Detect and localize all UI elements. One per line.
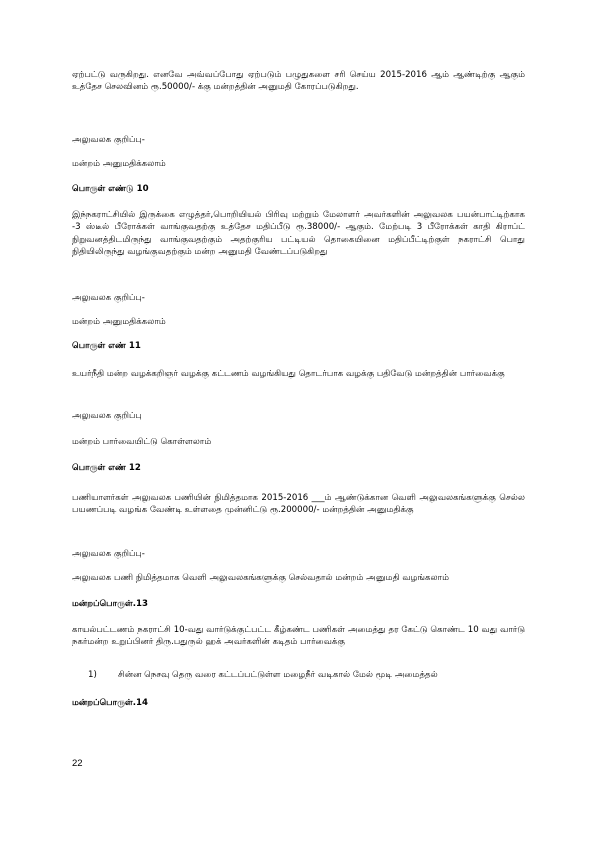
page-number: 22: [72, 758, 83, 769]
subject-heading-12: பொருள் எண் 12: [72, 463, 141, 473]
office-note: அலுவலக குறிப்பு: [72, 411, 142, 421]
resolution-text: அலுவலக பணி நிமித்தமாக வெளி அலுவலகங்களுக்கு செல்வதால் மன்றம் அனுமதி வழங்கலாம்: [72, 573, 450, 583]
subject-heading-13: மன்றப்பொருள்.13: [72, 599, 149, 609]
subject-heading-10: பொருள் எண்டு 10: [72, 184, 149, 194]
list-item: சின்ன நெசவு தெரு வரை கட்டப்பட்டுள்ள மழைநீர் வடிகால் மேல் மூடி அமைத்தல்: [118, 670, 438, 680]
paragraph-intro: ஏற்பட்டு வருகிறது. எனவே அவ்வப்போது ஏற்படும் பழுதுகளை சரி செய்ய 2015-2016 ஆம் ஆண்டிற்கு ஆகும் உத்தேச செலவினம் ரூ.50000/- க்கு மன்றத்தின் அனுமதி கோரப்படுகிறது.: [72, 70, 525, 93]
paragraph-subject-10: இந்நகராட்சியில் இருக்கை எழுத்தர்,பொறியியல் பிரிவு மற்றும் மேலாளர் அவர்களின் அலுவலக பயன்பாட்டிற்காக -3 ஸ்டீல் பீரோக்கள் வாங்குவதற்கு உத்தேச மதிப்பீடு ரூ.38000/- ஆகும். மேற்படி 3 பீரோக்கள் காதி கிராப்ட் நிறுவனத்திடமிருந்து வாங்குவதற்கும் அதற்குரிய பட்டியல் தொகையினை மதிப்பீட்டிற்குள் நகராட்சி பொது நிதியிலிருந்து வழங்குவதற்கும் மன்ற அனுமதி வேண்டப்படுகிறது: [72, 210, 525, 258]
paragraph-subject-11: உயர்நீதி மன்ற வழக்கறிஞர் வழக்கு கட்டணம் வழங்கியது தொடர்பாக வழக்கு பதிவேடு மன்றத்தின் பார்வைக்கு: [72, 369, 505, 379]
document-page: [72, 0, 525, 841]
subject-heading-11: பொருள் எண் 11: [72, 341, 141, 351]
paragraph-subject-13: காயல்பட்டணம் நகராட்சி 10-வது வார்டுக்குட்பட்ட கீழ்கண்ட பணிகள் அமைத்து தர கேட்டு கொண்ட 10 வது வார்டு நகர்மன்ற உறுப்பினர் திரு.பதுருல் ஹக் அவர்களின் கடிதம் பார்வைக்கு: [72, 625, 525, 648]
resolution-text: மன்றம் பார்வையிட்டு கொள்ளலாம்: [72, 437, 212, 447]
office-note: அலுவலக குறிப்பு-: [72, 135, 145, 145]
office-note: அலுவலக குறிப்பு-: [72, 293, 145, 303]
subject-heading-14: மன்றப்பொருள்.14: [72, 698, 149, 708]
office-note: அலுவலக குறிப்பு-: [72, 549, 145, 559]
list-number: 1): [88, 670, 97, 680]
resolution-text: மன்றம் அனுமதிக்கலாம்: [72, 159, 166, 169]
paragraph-subject-12: பணியாளர்கள் அலுவலக பணியின் நிமித்தமாக 2015-2016 ___ம் ஆண்டுக்கான வெளி அலுவலகங்களுக்கு செல்ல பயணப்படி வழங்க வேண்டி உள்ளதை முன்னிட்டு ரூ.200000/- மன்றத்தின் அனுமதிக்கு: [72, 493, 525, 516]
resolution-text: மன்றம் அனுமதிக்கலாம்: [72, 317, 166, 327]
